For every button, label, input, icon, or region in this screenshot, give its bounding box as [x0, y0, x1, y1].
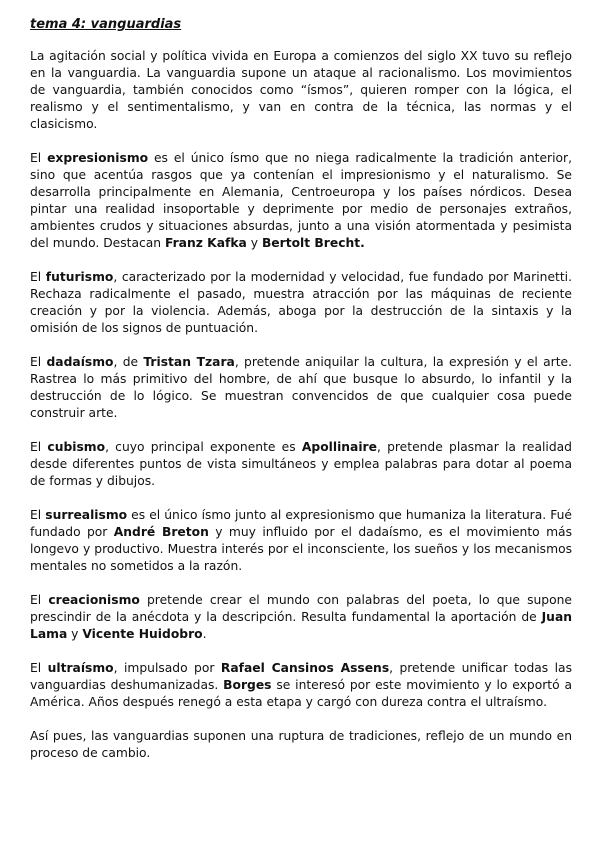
paragraph [30, 269, 572, 337]
paragraph [30, 507, 572, 575]
paragraph [30, 592, 572, 643]
text-run: El [30, 661, 48, 675]
text-run: se interesó por este movimiento y lo exportó a América. Años después renegó a esta etapa y cargó con dureza contra el ultraísmo. [30, 678, 572, 709]
text-run: , pretende unificar todas las vanguardias deshumanizadas. [30, 661, 572, 692]
bold-term: ultraísmo [47, 661, 114, 675]
text-run: pretende crear el mundo con palabras del poeta, lo que supone prescindir de la anécdota y la descripción. Resulta fundamental la aportación de [30, 593, 572, 624]
text-run: es el único ísmo junto al expresionismo que humaniza la literatura. Fué fundado por [30, 508, 572, 539]
text-run: y [67, 627, 83, 641]
bold-term: Tristan Tzara [143, 355, 235, 369]
paragraph [30, 150, 572, 252]
bold-term: surrealismo [45, 508, 128, 522]
text-run: El [30, 355, 47, 369]
bold-term: expresionismo [47, 151, 149, 165]
text-run: , cuyo principal exponente es [105, 440, 302, 454]
text-run: , de [113, 355, 144, 369]
text-run: y muy influido por el dadaísmo, es el movimiento más longevo y productivo. Muestra interés por el inconsciente, los sueños y los mecanismos mentales no sometidos a la razón. [30, 525, 572, 573]
bold-term: Borges [223, 678, 272, 692]
bold-term: dadaísmo [46, 355, 114, 369]
text-run: El [30, 440, 48, 454]
paragraph [30, 48, 572, 133]
bold-term: cubismo [47, 440, 106, 454]
text-run: El [30, 270, 46, 284]
bold-term: creacionismo [48, 593, 140, 607]
text-run: . [202, 627, 207, 641]
bold-term: Apollinaire [301, 440, 377, 454]
text-run: , impulsado por [113, 661, 221, 675]
bold-term: Rafael Cansinos Assens [220, 661, 390, 675]
bold-term: Franz Kafka [165, 236, 247, 250]
text-run: , caracterizado por la modernidad y velocidad, fue fundado por Marinetti. Rechaza radicalmente el pasado, muestra atracción por las máquinas de reciente creación y por la violencia. Además, aboga por la destrucción de la sintaxis y la omisión de los signos de puntuación. [30, 270, 572, 335]
text-run: es el único ísmo que no niega radicalmente la tradición anterior, sino que acentúa rasgos que ya contenían el impresionismo y el naturalismo. Se desarrolla principalmente en Alemania, Centroeuropa y los países nórdicos. Desea pintar una realidad insoportable y deprimente por medio de personajes extraños, ambientes crudos y situaciones absurdas, junto a una visión atormentada y pesimista del mundo. Destacan [30, 151, 572, 250]
paragraph [30, 439, 572, 490]
document-body [30, 48, 572, 762]
bold-term: futurismo [45, 270, 114, 284]
paragraph [30, 660, 572, 711]
text-run: El [30, 508, 46, 522]
text-run: , pretende aniquilar la cultura, la expresión y el arte. Rastrea lo más primitivo del hombre, de ahí que busque lo absurdo, lo infantil y la destrucción de lo lógico. Se muestran convencidos de que cualquier cosa puede construir arte. [30, 355, 572, 420]
text-run: y [246, 236, 262, 250]
text-run: La agitación social y política vivida en Europa a comienzos del siglo XX tuvo su reflejo en la vanguardia. La vanguardia supone un ataque al racionalismo. Los movimientos de vanguardia, también conocidos como “ísmos”, quieren romper con la lógica, el realismo y el sentimentalismo, y van en contra de la técnica, las normas y el clasicismo. [30, 49, 572, 131]
text-run: El [30, 151, 48, 165]
bold-term: Vicente Huidobro [82, 627, 203, 641]
text-run: , pretende plasmar la realidad desde diferentes puntos de vista simultáneos y emplea palabras para dotar al poema de formas y dibujos. [30, 440, 572, 488]
text-run: El [30, 593, 49, 607]
bold-term: Bertolt Brecht. [261, 236, 365, 250]
page-title: tema 4: vanguardias [30, 17, 182, 32]
paragraph [30, 728, 572, 762]
paragraph [30, 354, 572, 422]
bold-term: André Breton [113, 525, 209, 539]
text-run: Así pues, las vanguardias suponen una ruptura de tradiciones, reflejo de un mundo en proceso de cambio. [30, 729, 572, 760]
bold-term: Juan Lama [30, 610, 572, 641]
document-page [30, 16, 572, 762]
